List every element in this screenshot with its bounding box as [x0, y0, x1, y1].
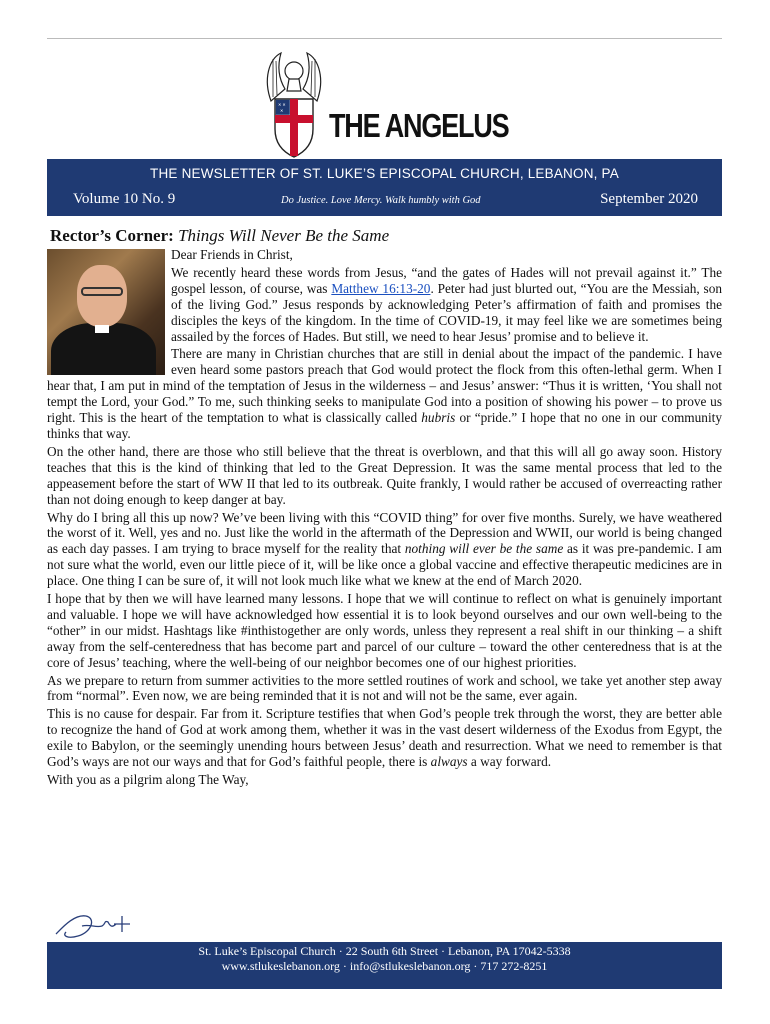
footer-contact: www.stlukeslebanon.org · info@stlukeslebanon.org · 717 272-8251 [221, 959, 548, 973]
episcopal-seal-icon [263, 49, 325, 159]
heading-section: Rector’s Corner: [50, 226, 174, 245]
masthead [47, 38, 722, 159]
paragraph-6: As we prepare to return from summer activities to the more settled routines of work and school, we take yet another step away from “normal”. Even now, we are being reminded that it is not and will not be the same, ever again. [47, 672, 722, 704]
footer-address: St. Luke’s Episcopal Church · 22 South 6th Street · Lebanon, PA 17042-5338 [198, 944, 571, 958]
article-heading [50, 226, 722, 246]
svg-text:✕: ✕ [280, 108, 284, 113]
newsletter-title: THE ANGELUS [329, 107, 509, 144]
masthead-banner [47, 159, 722, 216]
rector-photo [47, 249, 165, 375]
svg-text:✕ ✕: ✕ ✕ [278, 102, 286, 107]
newsletter-subtitle: THE NEWSLETTER OF ST. LUKE’S EPISCOPAL CHURCH, LEBANON, PA [150, 166, 619, 181]
article-body [47, 247, 722, 788]
footer [47, 942, 722, 989]
closing: With you as a pilgrim along The Way, [47, 772, 249, 787]
newsletter-page [47, 38, 723, 973]
paragraph-4: Why do I bring all this up now? We’ve been living with this “COVID thing” for over five months. Surely, we have weathered the worst of it. Well, yes and no. Just like the world in the aftermath of the Depression and WWII, our world is being changed as each day passes. I am trying to brace myself for the reality that nothing will ever be the same as it was pre-pandemic. I am not sure what the world, even our little piece of it, will be like once a global vaccine and effective therapeutic medicines are in place. One thing I can be sure of, it will not look much like what we knew at the end of March 2020. [47, 509, 722, 589]
signature-icon [52, 906, 142, 942]
paragraph-1: We recently heard these words from Jesus, “and the gates of Hades will not prevail against it.” The gospel lesson, of course, was Matthew 16:13-20. Peter had just blurted out, “You are the Messiah, son of the living God.” Jesus responds by acknowledging Peter’s affirmation of faith and promises the disciples the keys of the kingdom. In the time of COVID-19, it may feel like we are sometimes being assailed by the forces of Hades. But still, we need to hear Jesus’ promise and to believe it. [171, 264, 723, 344]
paragraph-3: On the other hand, there are those who still believe that the threat is overblown, and that this will all go away soon. History teaches that this is the kind of thinking that led to the Great Depression. It was the same mental process that led to the appeasement before the start of WW II that led to its outbreak. Quite frankly, I would rather be accused of overreacting rather than not doing enough to keep danger at bay. [47, 443, 722, 507]
motto: Do Justice. Love Mercy. Walk humbly with God [281, 195, 481, 206]
heading-title: Things Will Never Be the Same [178, 226, 390, 245]
paragraph-2: There are many in Christian churches that are still in denial about the impact of the pandemic. I have even heard some pastors preach that God would protect the flock from this often-lethal germ. When I hear that, I am put in mind of the temptation of Jesus in the wilderness – and Jesus’ answer: “Thus it is written, ‘You shall not tempt the Lord, your God.” To me, such thinking seeks to manipulate God into a position of showing his power – to prove us right. This is the heart of the temptation to what is classically called hubris or “pride.” I hope that no one in our community thinks that way. [47, 346, 722, 441]
issue-date: September 2020 [600, 191, 698, 207]
greeting: Dear Friends in Christ, [171, 247, 293, 262]
scripture-link[interactable]: Matthew 16:13-20 [331, 280, 431, 296]
paragraph-7: This is no cause for despair. Far from it. Scripture testifies that when God’s people trek through the worst, they are better able to recognize the hand of God at work among them, whether it was in the vast desert wilderness of the Exodus from Egypt, the exile to Babylon, or the seemingly unending hours between Jesus’ death and resurrection. What we need to remember is that God’s ways are not our ways and that for God’s faithful people, there is always a way forward. [47, 706, 722, 770]
volume-number: Volume 10 No. 9 [73, 191, 176, 207]
paragraph-5: I hope that by then we will have learned many lessons. I hope that we will continue to reflect on what is genuinely important and valuable. I hope we will have acknowledged how essential it is to look beyond ourselves and our own well-being to the “other” in our midst. Hashtags like #inthistogether are only words, unless they represent a real shift in our thinking – a shift away from the self-centeredness that has become part and parcel of our culture – toward the other centeredness that is at the core of Jesus’ teaching, where the well-being of our neighbor becomes one of our highest priorities. [47, 591, 722, 670]
